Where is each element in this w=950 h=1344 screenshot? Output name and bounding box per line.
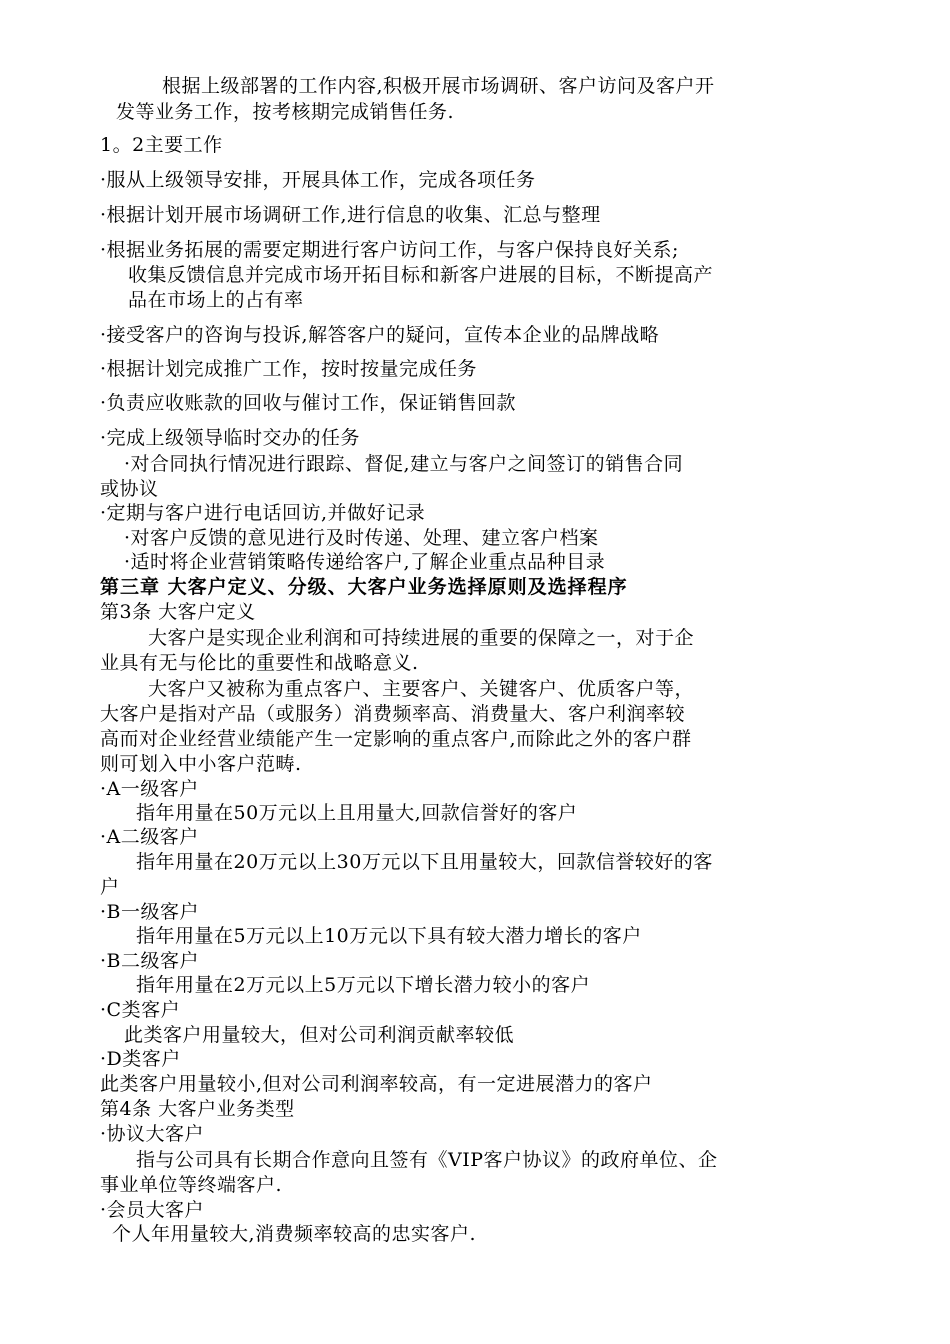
text-line: 指与公司具有长期合作意向且签有《VIP客户协议》的政府单位、企 [136, 1149, 718, 1171]
bullet-item: ·根据业务拓展的需要定期进行客户访问工作，与客户保持良好关系; [100, 239, 679, 261]
bullet-item: ·根据计划完成推广工作，按时按量完成任务 [100, 358, 478, 380]
bullet-item: ·适时将企业营销策略传递给客户,了解企业重点品种目录 [124, 551, 606, 573]
text-line: 则可划入中小客户范畴. [100, 753, 302, 775]
bullet-item: ·会员大客户 [100, 1199, 205, 1221]
article-heading: 第3条 大客户定义 [100, 601, 256, 623]
text-line: 收集反馈信息并完成市场开拓目标和新客户进展的目标，不断提高产 [128, 264, 714, 286]
bullet-item: ·D类客户 [100, 1048, 181, 1070]
text-line: 指年用量在5万元以上10万元以下具有较大潜力增长的客户 [136, 925, 642, 947]
bullet-item: ·B二级客户 [100, 950, 200, 972]
bullet-item: ·B一级客户 [100, 901, 200, 923]
bullet-item: ·协议大客户 [100, 1123, 205, 1145]
bullet-item: ·A一级客户 [100, 778, 199, 800]
bullet-item: ·服从上级领导安排，开展具体工作，完成各项任务 [100, 169, 536, 191]
bullet-item: ·接受客户的咨询与投诉,解答客户的疑问，宣传本企业的品牌战略 [100, 324, 660, 346]
text-line: 个人年用量较大,消费频率较高的忠实客户. [112, 1223, 477, 1245]
bullet-item: ·根据计划开展市场调研工作,进行信息的收集、汇总与整理 [100, 204, 601, 226]
text-line: 业具有无与伦比的重要性和战略意义. [100, 652, 419, 674]
bullet-item: ·对客户反馈的意见进行及时传递、处理、建立客户档案 [124, 527, 599, 549]
text-line: 根据上级部署的工作内容,积极开展市场调研、客户访问及客户开 [162, 75, 715, 97]
bullet-item: ·完成上级领导临时交办的任务 [100, 427, 361, 449]
text-line: 高而对企业经营业绩能产生一定影响的重点客户,而除此之外的客户群 [100, 728, 692, 750]
text-line: 大客户是指对产品（或服务）消费频率高、消费量大、客户利润率较 [100, 703, 686, 725]
text-line: 此类客户用量较大，但对公司利润贡献率较低 [124, 1024, 515, 1046]
bullet-item: ·负责应收账款的回收与催讨工作，保证销售回款 [100, 392, 517, 414]
text-line: 指年用量在50万元以上且用量大,回款信誉好的客户 [136, 802, 578, 824]
bullet-item: ·C类客户 [100, 999, 181, 1021]
text-line: 发等业务工作，按考核期完成销售任务. [116, 101, 455, 123]
text-line: 或协议 [100, 478, 159, 500]
text-line: 指年用量在20万元以上30万元以下且用量较大，回款信誉较好的客 [136, 851, 713, 873]
text-line: 指年用量在2万元以上5万元以下增长潜力较小的客户 [136, 974, 591, 996]
text-line: 户 [100, 876, 120, 898]
text-line: 此类客户用量较小,但对公司利润率较高，有一定进展潜力的客户 [100, 1073, 653, 1095]
section-heading: 1。2主要工作 [100, 134, 223, 156]
text-line: 大客户是实现企业利润和可持续进展的重要的保障之一，对于企 [148, 627, 695, 649]
article-heading: 第4条 大客户业务类型 [100, 1098, 295, 1120]
bullet-item: ·A二级客户 [100, 826, 199, 848]
text-line: 品在市场上的占有率 [128, 289, 304, 311]
bullet-item: ·定期与客户进行电话回访,并做好记录 [100, 502, 426, 524]
text-line: 大客户又被称为重点客户、主要客户、关键客户、优质客户等， [148, 678, 695, 700]
bullet-item: ·对合同执行情况进行跟踪、督促,建立与客户之间签订的销售合同 [124, 453, 684, 475]
chapter-heading: 第三章 大客户定义、分级、大客户业务选择原则及选择程序 [100, 576, 628, 598]
text-line: 事业单位等终端客户. [100, 1174, 283, 1196]
